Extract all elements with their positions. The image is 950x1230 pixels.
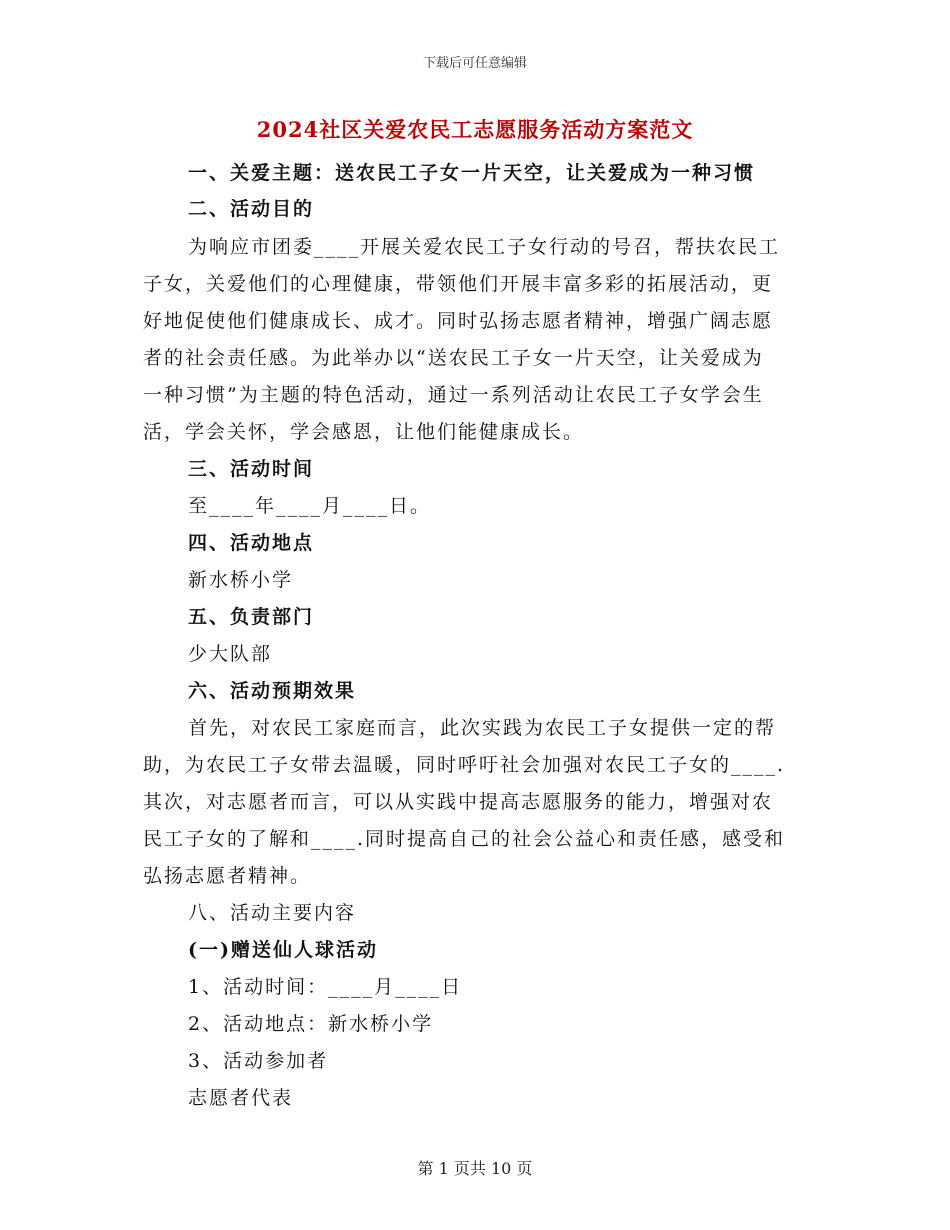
list-item: 2、活动地点：新水桥小学	[188, 1013, 434, 1035]
section-heading: 二、活动目的	[188, 198, 315, 220]
paragraph-line: 子女，关爱他们的心理健康，带领他们开展丰富多彩的拓展活动，更	[143, 273, 774, 295]
paragraph-line: 少大队部	[188, 643, 273, 665]
paragraph-line: 助，为农民工子女带去温暖，同时呼吁社会加强对农民工子女的____.	[143, 754, 786, 776]
paragraph-line: 一种习惯”为主题的特色活动，通过一系列活动让农民工子女学会生	[143, 384, 764, 406]
paragraph-line: 其次，对志愿者而言，可以从实践中提高志愿服务的能力，增强对农	[143, 791, 774, 813]
paragraph-line: 好地促使他们健康成长、成才。同时弘扬志愿者精神，增强广阔志愿	[143, 310, 774, 332]
paragraph-line: 至____年____月____日。	[188, 495, 432, 517]
paragraph-line: 志愿者代表	[188, 1087, 294, 1109]
paragraph-line: 新水桥小学	[188, 569, 294, 591]
document-title: 2024社区关爱农民工志愿服务活动方案范文	[256, 117, 694, 142]
subsection-heading: (一)赠送仙人球活动	[188, 939, 378, 961]
section-heading: 五、负责部门	[188, 606, 315, 628]
paragraph-line: 者的社会责任感。为此举办以“送农民工子女一片天空，让关爱成为	[143, 347, 764, 369]
section-heading: 三、活动时间	[188, 458, 315, 480]
section-heading: 八、活动主要内容	[188, 902, 357, 924]
list-item: 1、活动时间：____月____日	[188, 976, 463, 998]
section-heading: 四、活动地点	[188, 532, 315, 554]
paragraph-line: 活，学会关怀，学会感恩，让他们能健康成长。	[143, 421, 585, 443]
paragraph-line: 为响应市团委____开展关爱农民工子女行动的号召，帮扶农民工	[188, 236, 781, 258]
section-heading: 六、活动预期效果	[188, 680, 357, 702]
paragraph-line: 弘扬志愿者精神。	[143, 865, 312, 887]
page-footer: 第 1 页共 10 页	[417, 1159, 533, 1178]
paragraph-line: 首先，对农民工家庭而言，此次实践为农民工子女提供一定的帮	[188, 717, 777, 739]
section-heading: 一、关爱主题：送农民工子女一片天空，让关爱成为一种习惯	[188, 162, 756, 184]
paragraph-line: 民工子女的了解和____.同时提高自己的社会公益心和责任感，感受和	[143, 828, 786, 850]
page-header: 下载后可任意编辑	[422, 56, 527, 71]
list-item: 3、活动参加者	[188, 1050, 329, 1072]
